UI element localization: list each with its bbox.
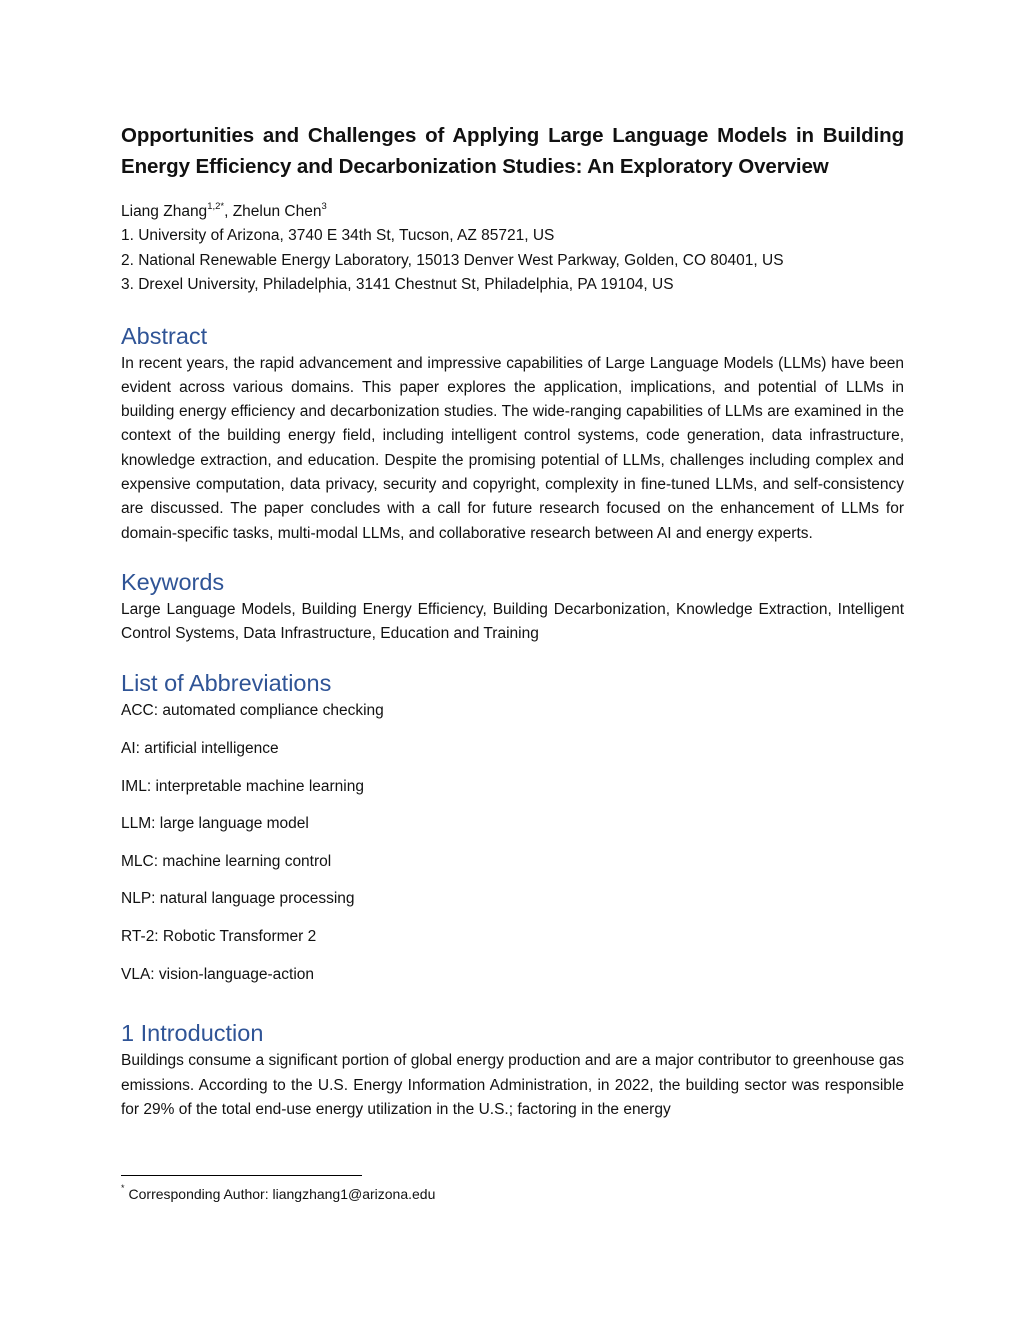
abstract-heading: Abstract bbox=[121, 322, 208, 349]
abbreviation-item: NLP: natural language processing bbox=[121, 890, 355, 908]
footnote-marker: * bbox=[121, 1183, 125, 1194]
affiliation: 2. National Renewable Energy Laboratory, 15013 Denver West Parkway, Golden, CO 80401, US bbox=[121, 251, 784, 269]
author-affiliation-marker: 3 bbox=[321, 200, 327, 212]
footnote-text: Corresponding Author: liangzhang1@arizona.edu bbox=[128, 1186, 436, 1202]
author-name: Zhelun Chen bbox=[232, 203, 322, 220]
affiliation: 1. University of Arizona, 3740 E 34th St, Tucson, AZ 85721, US bbox=[121, 227, 555, 244]
abbreviation-item: ACC: automated compliance checking bbox=[121, 702, 384, 720]
introduction-heading: 1 Introduction bbox=[121, 1020, 264, 1047]
author-affiliation-marker: 1,2* bbox=[207, 200, 225, 212]
abbreviation-item: IML: interpretable machine learning bbox=[121, 777, 364, 795]
paper-title: Opportunities and Challenges of Applying Large Language Models in Building Energy Efficiency and Decarbonization Studies: An Exploratory Overview bbox=[121, 124, 904, 178]
abbreviation-item: MLC: machine learning control bbox=[121, 852, 332, 870]
introduction-text: Buildings consume a significant portion of global energy production and are a major contributor to greenhouse gas emissions. According to the U.S. Energy Information Administration, in 2022, the building sector was responsible for 29% of the total end-use energy utilization in the U.S.; factoring in the energy bbox=[121, 1052, 904, 1118]
footnote bbox=[121, 1184, 435, 1204]
abbreviation-item: AI: artificial intelligence bbox=[121, 740, 279, 758]
author-separator: , bbox=[224, 203, 233, 220]
abbreviation-item: RT-2: Robotic Transformer 2 bbox=[121, 928, 317, 946]
footnote-divider bbox=[121, 1175, 362, 1176]
abbreviation-item: LLM: large language model bbox=[121, 815, 309, 833]
keywords-heading: Keywords bbox=[121, 568, 225, 595]
abbreviations-heading: List of Abbreviations bbox=[121, 670, 332, 697]
abstract-text: In recent years, the rapid advancement and impressive capabilities of Large Language Models (LLMs) have been evident across various domains. This paper explores the application, implications, and potential of LLMs in building energy efficiency and decarbonization studies. The wide-ranging capabilities of LLMs are examined in the context of the building energy field, including intelligent control systems, code generation, data infrastructure, knowledge extraction, and education. Despite the promising potential of LLMs, challenges including complex and expensive computation, data privacy, security and copyright, complexity in fine-tuned LLMs, and self-consistency are discussed. The paper concludes with a call for future research focused on the enhancement of LLMs for domain-specific tasks, multi-modal LLMs, and collaborative research between AI and energy experts. bbox=[121, 354, 904, 542]
paper-page bbox=[121, 120, 904, 1122]
keywords-text: Large Language Models, Building Energy Efficiency, Building Decarbonization, Knowledge Extraction, Intelligent Control Systems, Data Infrastructure, Education and Training bbox=[121, 600, 904, 643]
author-line bbox=[121, 200, 904, 224]
affiliation: 3. Drexel University, Philadelphia, 3141 Chestnut St, Philadelphia, PA 19104, US bbox=[121, 276, 674, 293]
author-name: Liang Zhang bbox=[121, 203, 208, 220]
abbreviation-item: VLA: vision-language-action bbox=[121, 965, 315, 983]
abbreviations-list bbox=[121, 699, 904, 1000]
